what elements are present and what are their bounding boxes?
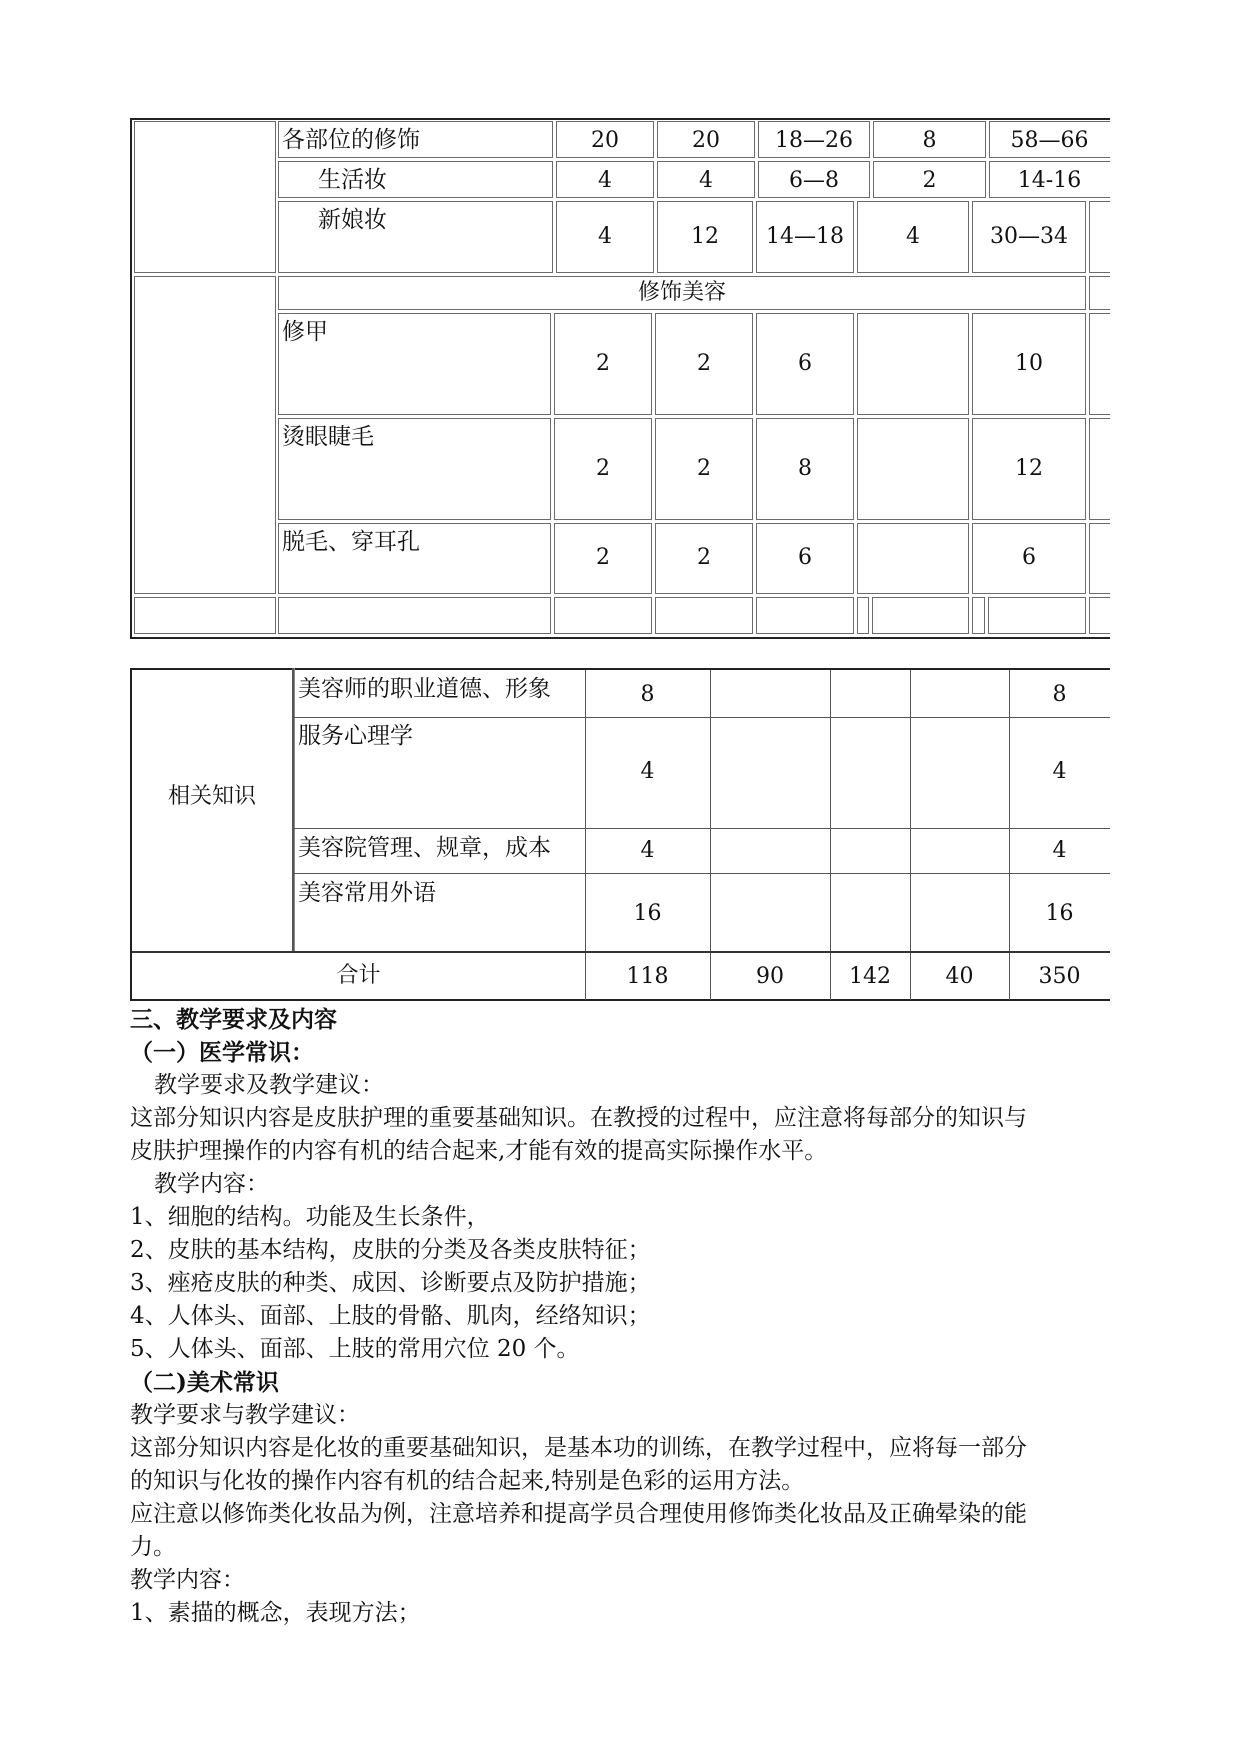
table-cell-category-empty [134, 121, 276, 273]
row-value: 8 [640, 682, 655, 707]
table-cell [972, 597, 985, 634]
row-value: 2 [596, 545, 610, 570]
row-value: 6 [798, 351, 812, 376]
list-item: 1、细胞的结构。功能及生长条件， [130, 1204, 490, 1230]
row-value: 10 [1015, 351, 1043, 376]
table-cell [988, 597, 1086, 634]
section-header-label: 修饰美容 [637, 280, 726, 305]
paragraph: 这部分知识内容是皮肤护理的重要基础知识。在教授的过程中，应注意将每部分的知识与 [130, 1105, 1027, 1131]
table-cell [1089, 313, 1110, 415]
row-value: 16 [1045, 901, 1074, 926]
row-label: 服务心理学 [298, 723, 413, 749]
row-value: 14-16 [1017, 168, 1082, 193]
list-item: 1、素描的概念，表现方法； [130, 1600, 421, 1626]
paragraph: 的知识与化妆的操作内容有机的结合起来,特别是色彩的运用方法。 [130, 1468, 805, 1494]
table-cell [1089, 276, 1110, 310]
table-cell [1089, 418, 1110, 520]
row-value: 4 [699, 168, 713, 193]
row-divider [294, 873, 1110, 874]
row-value: 2 [697, 351, 711, 376]
row-value: 12 [1015, 456, 1043, 481]
row-divider [294, 828, 1110, 829]
row-value: 8 [798, 456, 812, 481]
row-label: 美容院管理、规章，成本 [298, 835, 551, 861]
row-value: 12 [691, 224, 719, 249]
row-value: 4 [598, 168, 612, 193]
row-value: 6 [1022, 545, 1036, 570]
row-label: 美容师的职业道德、形象 [298, 676, 551, 702]
row-label: 修甲 [282, 319, 328, 345]
paragraph: 力。 [130, 1534, 176, 1560]
table-cell-category-empty [134, 276, 276, 594]
list-item: 3、痤疮皮肤的种类、成因、诊断要点及防护措施； [130, 1270, 651, 1296]
paragraph: 皮肤护理操作的内容有机的结合起来,才能有效的提高实际操作水平。 [130, 1138, 828, 1164]
row-value: 4 [640, 759, 655, 784]
row-value: 4 [640, 838, 655, 863]
list-item: 5、人体头、面部、上肢的常用穴位 20 个。 [130, 1336, 580, 1362]
table-row-empty [278, 597, 551, 634]
row-label: 烫眼睫毛 [282, 424, 374, 450]
subsection-heading: （一）医学常识： [130, 1039, 314, 1066]
row-label: 脱毛、穿耳孔 [282, 529, 420, 555]
table-cell [857, 313, 969, 415]
list-item: 4、人体头、面部、上肢的骨骼、肌肉，经络知识； [130, 1303, 651, 1329]
row-value: 6—8 [789, 168, 839, 193]
paragraph: 教学内容： [130, 1567, 245, 1593]
row-value: 4 [1052, 838, 1067, 863]
table-cell [857, 418, 969, 520]
row-value: 6 [798, 545, 812, 570]
total-value: 118 [626, 964, 669, 989]
row-value: 58—66 [1010, 128, 1089, 153]
row-value: 8 [1052, 682, 1067, 707]
subsection-heading: （二)美术常识 [130, 1369, 279, 1396]
section-heading: 三、教学要求及内容 [130, 1006, 337, 1033]
table-cell [655, 597, 753, 634]
row-value: 2 [697, 545, 711, 570]
row-value: 4 [1052, 759, 1067, 784]
table-cell [1089, 523, 1110, 594]
label-divider [294, 668, 295, 951]
row-divider [132, 951, 1110, 953]
row-value: 18—26 [775, 128, 853, 153]
table-cell [857, 597, 869, 634]
table-cell [857, 523, 969, 594]
category-label: 相关知识 [167, 784, 256, 809]
paragraph: 教学内容： [154, 1171, 269, 1197]
row-value: 2 [596, 351, 610, 376]
row-label: 美容常用外语 [298, 880, 436, 906]
total-value: 90 [756, 964, 784, 989]
table-cell [554, 597, 652, 634]
total-value: 350 [1038, 964, 1081, 989]
paragraph: 教学要求与教学建议： [130, 1402, 360, 1428]
paragraph: 这部分知识内容是化妆的重要基础知识，是基本功的训练，在教学过程中，应将每一部分 [130, 1435, 1027, 1461]
row-label: 新娘妆 [318, 207, 387, 233]
row-value: 8 [922, 128, 937, 153]
paragraph: 应注意以修饰类化妆品为例，注意培养和提高学员合理使用修饰类化妆品及正确晕染的能 [130, 1501, 1027, 1527]
paragraph: 教学要求及教学建议： [154, 1072, 384, 1098]
total-value: 40 [945, 964, 974, 989]
row-value: 4 [906, 224, 920, 249]
row-value: 2 [922, 168, 937, 193]
row-divider [294, 717, 1110, 718]
table-cell [756, 597, 854, 634]
row-value: 14—18 [766, 224, 844, 249]
row-value: 2 [697, 456, 711, 481]
list-item: 2、皮肤的基本结构，皮肤的分类及各类皮肤特征； [130, 1237, 651, 1263]
row-value: 2 [596, 456, 610, 481]
row-label: 各部位的修饰 [282, 127, 420, 153]
table-cell-category-empty [134, 597, 276, 634]
row-value: 30—34 [990, 224, 1068, 249]
row-value: 16 [633, 901, 662, 926]
row-value: 20 [591, 128, 619, 153]
table-cell [1089, 201, 1110, 273]
total-value: 142 [849, 964, 891, 989]
total-label: 合计 [336, 963, 381, 988]
row-value: 20 [692, 128, 720, 153]
table-cell [872, 597, 969, 634]
table-cell [1089, 597, 1110, 634]
row-label: 生活妆 [318, 167, 387, 193]
row-value: 4 [598, 224, 612, 249]
